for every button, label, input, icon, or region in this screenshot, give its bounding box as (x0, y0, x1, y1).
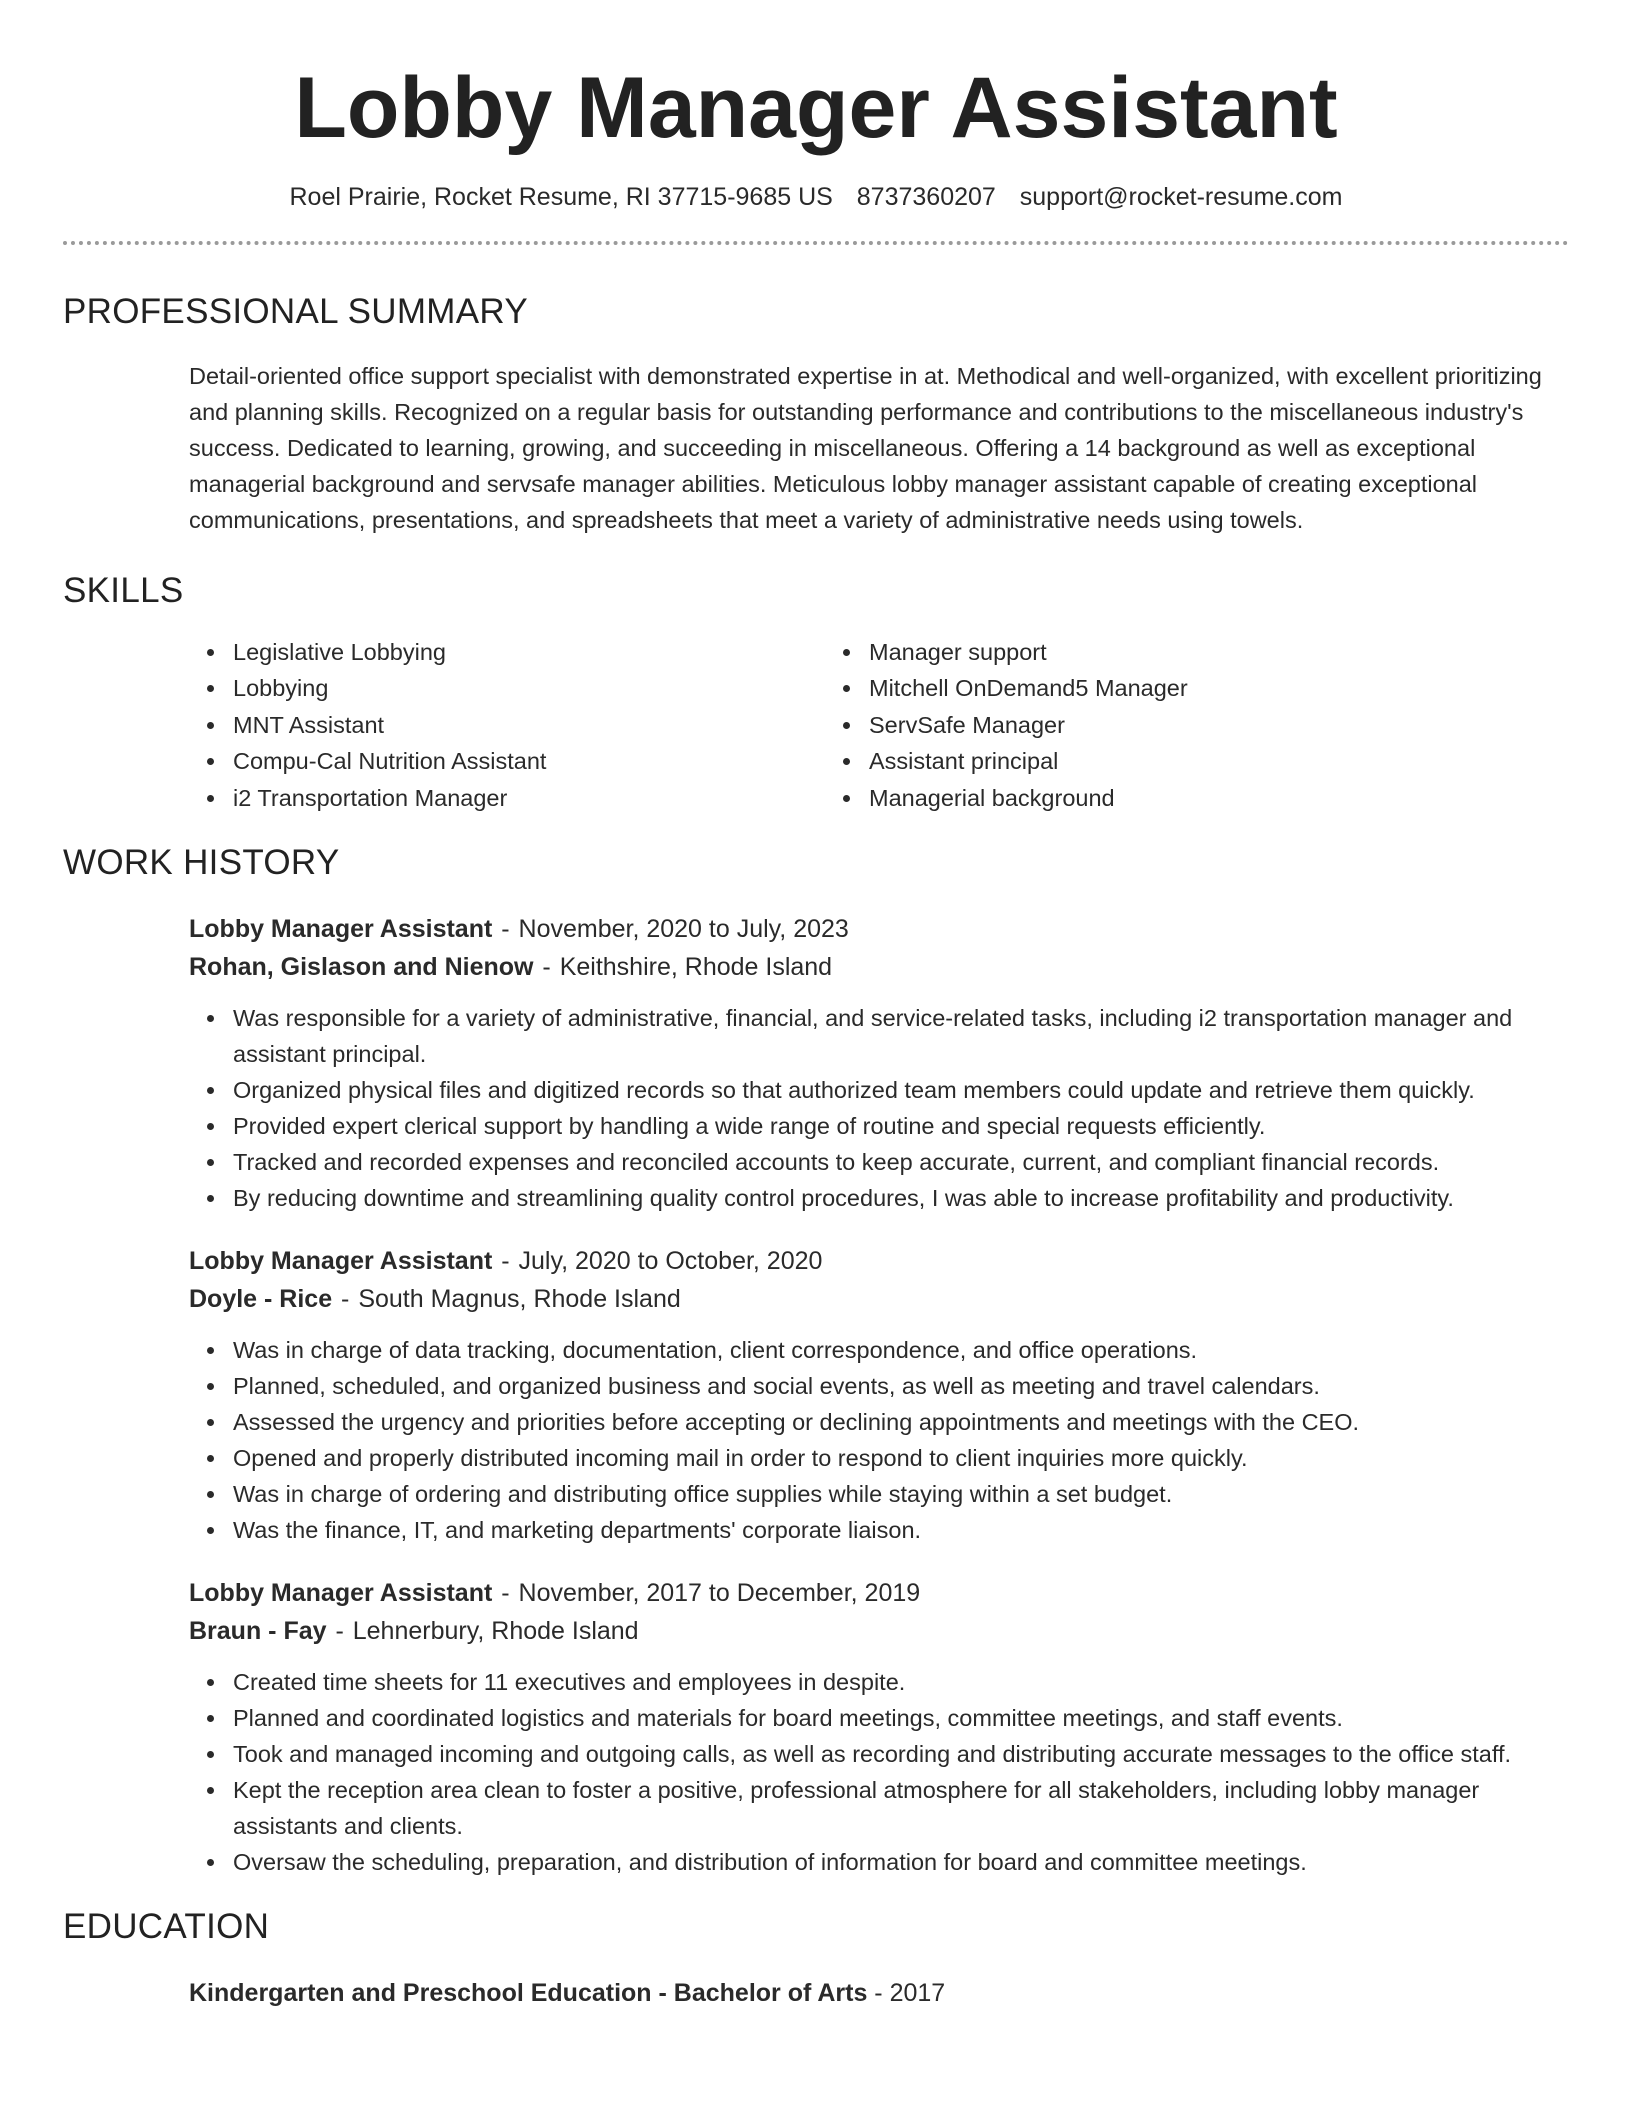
job-bullet: Assessed the urgency and priorities before accepting or declining appointments and meetings with the CEO. (233, 1404, 1569, 1440)
job-entry (189, 1242, 1569, 1548)
job-bullet: Created time sheets for 11 executives and employees in despite. (233, 1664, 1569, 1700)
education-heading: EDUCATION (63, 1907, 270, 1947)
job-entry (189, 1574, 1569, 1880)
job-role: Lobby Manager Assistant (189, 1579, 493, 1608)
job-title-line (189, 910, 1569, 948)
resume-name: Lobby Manager Assistant (294, 60, 1338, 156)
skill-item: Assistant principal (869, 743, 1461, 779)
skill-item: Managerial background (869, 780, 1461, 816)
job-location: Keithshire, Rhode Island (559, 953, 833, 982)
separator: - (494, 915, 517, 944)
education-entry (189, 1974, 1569, 2012)
skill-item: MNT Assistant (233, 707, 825, 743)
job-title-line (189, 1242, 1569, 1280)
skill-item: Legislative Lobbying (233, 634, 825, 670)
separator: - (334, 1285, 357, 1314)
job-role: Lobby Manager Assistant (189, 915, 493, 944)
skill-item: ServSafe Manager (869, 707, 1461, 743)
separator: - (867, 1979, 890, 2008)
job-bullet: Was in charge of data tracking, documentation, client correspondence, and office operations. (233, 1332, 1569, 1368)
education-degree: Kindergarten and Preschool Education - Bachelor of Arts (189, 1979, 868, 2008)
job-bullet: Planned, scheduled, and organized business and social events, as well as meeting and travel calendars. (233, 1368, 1569, 1404)
job-dates: November, 2017 to December, 2019 (518, 1579, 921, 1608)
summary-heading: PROFESSIONAL SUMMARY (63, 292, 528, 331)
job-bullet: Took and managed incoming and outgoing calls, as well as recording and distributing accurate messages to the office staff. (233, 1736, 1569, 1772)
work-history-heading: WORK HISTORY (63, 843, 340, 883)
job-bullet: Planned and coordinated logistics and materials for board meetings, committee meetings, and staff events. (233, 1700, 1569, 1736)
job-bullet: Organized physical files and digitized records so that authorized team members could update and retrieve them quickly. (233, 1072, 1569, 1108)
skill-item: Manager support (869, 634, 1461, 670)
job-bullet: Was the finance, IT, and marketing departments' corporate liaison. (233, 1512, 1569, 1548)
job-bullet: Tracked and recorded expenses and reconciled accounts to keep accurate, current, and compliant financial records. (233, 1144, 1569, 1180)
job-role: Lobby Manager Assistant (189, 1247, 493, 1276)
skill-item: Mitchell OnDemand5 Manager (869, 670, 1461, 706)
job-title-line (189, 1574, 1569, 1612)
contact-phone: 8737360207 (856, 183, 996, 211)
job-company: Doyle - Rice (189, 1285, 333, 1314)
summary-text: Detail-oriented office support specialist with demonstrated expertise in at. Methodical and well-organized, with excellent prioritizing and planning skills. Recognized on a regular basis for outstanding performance and contributions to the miscellaneous industry's success. Dedicated to learning, growing, and succeeding in miscellaneous. Offering a 14 background as well as exceptional managerial background and servsafe manager abilities. Meticulous lobby manager assistant capable of creating exceptional communications, presentations, and spreadsheets that meet a variety of administrative needs using towels. (189, 363, 1542, 533)
contact-line (63, 181, 1569, 213)
job-dates: July, 2020 to October, 2020 (518, 1247, 823, 1276)
separator: - (494, 1579, 517, 1608)
job-location: Lehnerbury, Rhode Island (352, 1617, 639, 1646)
job-bullet: Opened and properly distributed incoming mail in order to respond to client inquiries more quickly. (233, 1440, 1569, 1476)
job-bullet: Kept the reception area clean to foster a positive, professional atmosphere for all stakeholders, including lobby manager assistants and clients. (233, 1772, 1569, 1844)
job-entry (189, 910, 1569, 1216)
skills-heading: SKILLS (63, 571, 184, 610)
job-company-line (189, 1612, 1569, 1650)
job-bullet: Oversaw the scheduling, preparation, and distribution of information for board and committee meetings. (233, 1844, 1569, 1880)
skill-item: Compu-Cal Nutrition Assistant (233, 743, 825, 779)
skills-grid (189, 634, 1569, 816)
separator: - (494, 1247, 517, 1276)
education-year: 2017 (889, 1979, 946, 2008)
job-location: South Magnus, Rhode Island (358, 1285, 681, 1314)
job-bullets (189, 1332, 1569, 1548)
job-bullet: By reducing downtime and streamlining quality control procedures, I was able to increase profitability and productivity. (233, 1180, 1569, 1216)
job-bullet: Provided expert clerical support by handling a wide range of routine and special requests efficiently. (233, 1108, 1569, 1144)
job-bullet: Was in charge of ordering and distributing office supplies while staying within a set budget. (233, 1476, 1569, 1512)
job-company-line (189, 1280, 1569, 1318)
separator: - (328, 1617, 351, 1646)
job-bullet: Was responsible for a variety of administrative, financial, and service-related tasks, including i2 transportation manager and assistant principal. (233, 1000, 1569, 1072)
skill-item: Lobbying (233, 670, 825, 706)
contact-address: Roel Prairie, Rocket Resume, RI 37715-9685 US (289, 183, 833, 211)
header-divider (63, 241, 1569, 245)
contact-email: support@rocket-resume.com (1019, 183, 1343, 211)
job-bullets (189, 1664, 1569, 1880)
job-dates: November, 2020 to July, 2023 (518, 915, 849, 944)
job-company: Rohan, Gislason and Nienow (189, 953, 534, 982)
skills-list-right (825, 634, 1461, 816)
job-company: Braun - Fay (189, 1617, 327, 1646)
skills-list-left (189, 634, 825, 816)
separator: - (535, 953, 558, 982)
skill-item: i2 Transportation Manager (233, 780, 825, 816)
job-bullets (189, 1000, 1569, 1216)
job-company-line (189, 948, 1569, 986)
